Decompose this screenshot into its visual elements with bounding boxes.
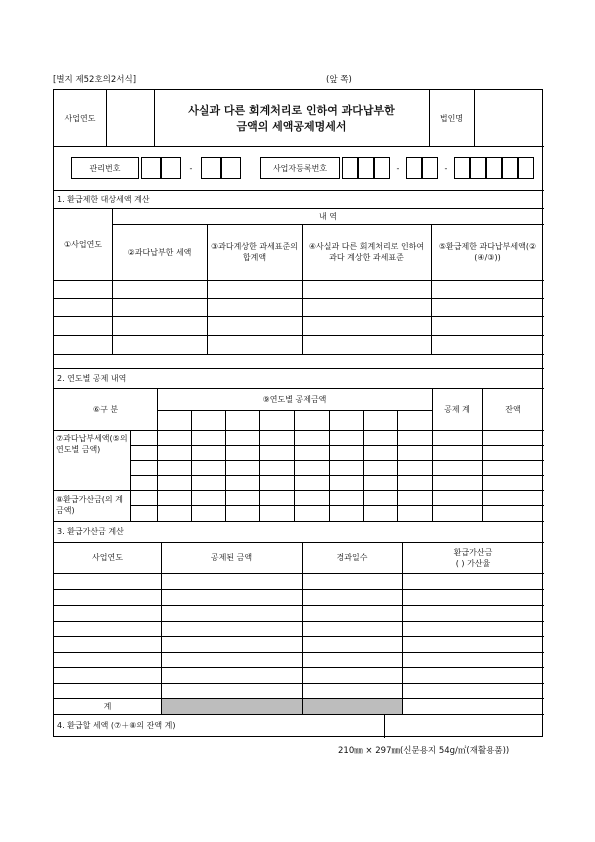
s2-col-credit-total: 공제 계 <box>444 404 470 414</box>
s1-col-overpaid-tax: ②과다납부한 세액 <box>127 247 192 257</box>
bizno-box-3[interactable] <box>374 157 390 179</box>
s1-col-misaccounted-base: ④사실과 다른 회계처리로 인하여 과다 계상한 과세표준 <box>308 242 425 262</box>
form-reference: [별지 제52호의2서식] <box>53 75 137 85</box>
business-registration-number-label: 사업자등록번호 <box>260 157 340 179</box>
form-title <box>154 90 429 147</box>
s3-col-elapsed-days: 경과일수 <box>336 553 368 562</box>
dash-3: - <box>444 163 448 173</box>
bizno-box-4[interactable] <box>406 157 422 179</box>
bizno-box-5[interactable] <box>422 157 438 179</box>
s3-col-refund-interest-line2: ( ) 가산율 <box>455 558 491 568</box>
management-number-box-2[interactable] <box>161 157 181 179</box>
corp-name-field[interactable] <box>474 90 544 147</box>
section2-title: 2. 연도별 공제 내역 <box>57 373 127 383</box>
bizno-box-1[interactable] <box>342 157 358 179</box>
bizno-box-7[interactable] <box>470 157 486 179</box>
s2-col-yearly-credit-group: ⑨연도별 공제금액 <box>262 394 327 404</box>
business-year-label: 사업연도 <box>64 114 96 123</box>
s3-col-business-year: 사업연도 <box>92 553 123 562</box>
management-number-label: 관리번호 <box>71 157 139 179</box>
bizno-box-10[interactable] <box>518 157 534 179</box>
s3-col-credited-amount: 공제된 금액 <box>210 553 253 562</box>
paper-spec: 210㎜ × 297㎜(신문용지 54g/㎡(재활용품)) <box>338 746 510 756</box>
corp-name-label: 법인명 <box>439 114 464 123</box>
s2-col-category: ⑥구 분 <box>92 404 119 414</box>
s1-col-details-group: 내 역 <box>319 211 337 221</box>
bizno-box-9[interactable] <box>502 157 518 179</box>
section1-title: 1. 환급제한 대상세액 계산 <box>57 194 150 204</box>
management-number-box-1[interactable] <box>141 157 161 179</box>
bizno-box-6[interactable] <box>454 157 470 179</box>
s2-row-overpaid-tax: ⑦과다납부세액(⑤의 연도별 금액) <box>56 434 128 454</box>
s3-col-refund-interest-line1: 환급가산금 <box>453 547 493 557</box>
s1-col-business-year: ①사업연도 <box>63 239 103 249</box>
s2-col-balance: 잔액 <box>505 404 521 414</box>
form-title-line2: 금액의 세액공제명세서 <box>236 119 347 133</box>
s1-col-overstated-base: ③과다계상한 과세표준의 합계액 <box>211 242 298 262</box>
management-number-box-4[interactable] <box>221 157 241 179</box>
bizno-box-8[interactable] <box>486 157 502 179</box>
form-title-line1: 사실과 다른 회계처리로 인하여 과다납부한 <box>188 103 395 117</box>
dash-1: - <box>189 163 193 173</box>
business-year-field[interactable] <box>106 90 154 147</box>
tax-credit-form <box>53 89 543 737</box>
refund-tax-field[interactable] <box>384 714 544 736</box>
total-amount-shaded <box>162 699 302 714</box>
s3-col-refund-interest <box>402 542 544 573</box>
dash-2: - <box>396 163 400 173</box>
section3-title: 3. 환급가산금 계산 <box>57 527 124 536</box>
total-days-shaded <box>303 699 402 714</box>
management-number-box-3[interactable] <box>201 157 221 179</box>
s1-col-restricted-refund: ⑤환급제한 과다납부세액(② (④/③)) <box>438 242 537 262</box>
bizno-box-2[interactable] <box>358 157 374 179</box>
page-side-label: (앞 쪽) <box>326 75 352 85</box>
s3-total-label: 계 <box>103 701 112 711</box>
s2-row-refund-interest: ⑧환급가산금(의 계 금액) <box>56 495 123 515</box>
section4-title: 4. 환급할 세액 (⑦＋⑧의 잔액 계) <box>57 720 176 730</box>
